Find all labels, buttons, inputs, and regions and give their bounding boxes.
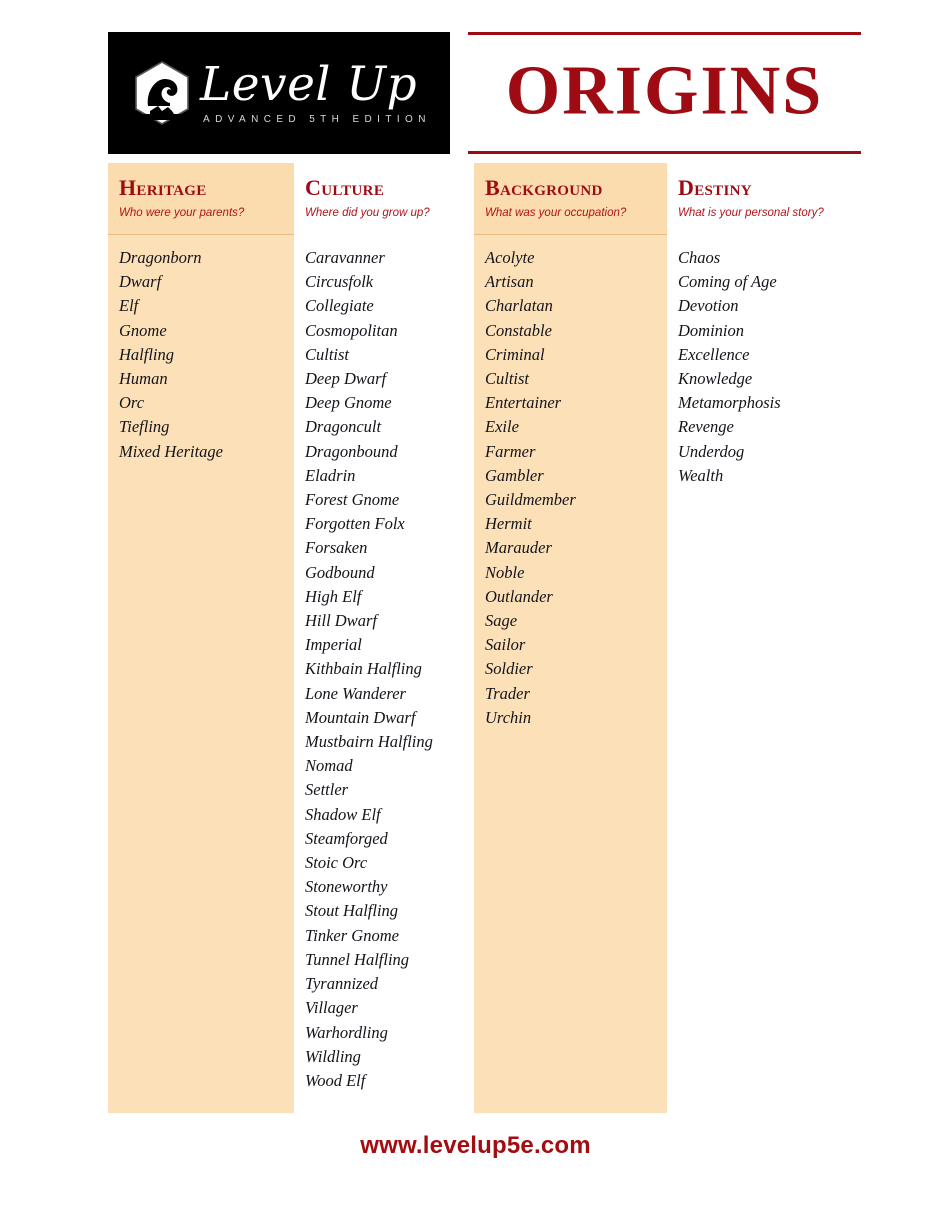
column-title: Background	[485, 175, 603, 200]
list-item[interactable]: Tyrannized	[305, 974, 379, 994]
list-item[interactable]: Mountain Dwarf	[305, 707, 416, 727]
list-item[interactable]: Coming of Age	[678, 272, 777, 292]
list-item[interactable]: Sailor	[485, 635, 526, 655]
column-header-destiny	[667, 163, 860, 235]
list-item[interactable]: Devotion	[678, 296, 739, 316]
list-item[interactable]: Sage	[485, 611, 518, 631]
list-item[interactable]: Acolyte	[485, 248, 535, 267]
list-item[interactable]: Revenge	[678, 417, 734, 437]
list-item[interactable]: Metamorphosis	[678, 393, 781, 413]
list-item[interactable]: Nomad	[305, 756, 353, 776]
list-item[interactable]: Wealth	[678, 465, 724, 485]
list-item[interactable]: Dominion	[678, 320, 744, 340]
list-item[interactable]: Gnome	[119, 320, 167, 340]
list-heritage	[108, 235, 294, 464]
column-subtitle: What is your personal story?	[678, 207, 824, 220]
logo-wordmark	[200, 56, 431, 126]
list-item[interactable]: Stoneworthy	[305, 877, 388, 897]
list-item[interactable]: Warhordling	[305, 1022, 388, 1042]
list-item[interactable]: Lone Wanderer	[305, 683, 406, 703]
list-item[interactable]: Settler	[305, 780, 349, 800]
list-item[interactable]: Hermit	[485, 514, 532, 534]
list-item[interactable]: Marauder	[485, 538, 552, 558]
list-item[interactable]: Criminal	[485, 344, 545, 364]
list-item[interactable]: Steamforged	[305, 828, 388, 848]
list-item[interactable]: Halfling	[119, 344, 175, 364]
list-item[interactable]: Elf	[119, 296, 139, 316]
column-subtitle: Who were your parents?	[119, 207, 245, 220]
website-url-link[interactable]: www.levelup5e.com	[360, 1132, 591, 1159]
list-item[interactable]: Villager	[305, 998, 358, 1018]
list-item[interactable]: Wood Elf	[305, 1070, 366, 1090]
column-title: Destiny	[678, 175, 752, 200]
list-item[interactable]: Dragonbound	[305, 441, 398, 461]
column-heritage	[108, 163, 294, 1113]
list-item[interactable]: Chaos	[678, 248, 721, 267]
levelup-logo	[108, 32, 450, 154]
list-item[interactable]: Dragonborn	[119, 248, 202, 267]
list-item[interactable]: Imperial	[305, 635, 362, 655]
list-item[interactable]: Entertainer	[485, 393, 562, 413]
origins-title-block	[468, 32, 861, 154]
list-item[interactable]: Circusfolk	[305, 272, 374, 292]
column-culture	[294, 163, 474, 1113]
list-item[interactable]: Gambler	[485, 465, 544, 485]
list-item[interactable]: Excellence	[678, 344, 750, 364]
list-item[interactable]: Human	[119, 369, 168, 389]
list-item[interactable]: Kithbain Halfling	[305, 659, 422, 679]
list-item[interactable]: Deep Gnome	[305, 393, 392, 413]
list-item[interactable]: Cultist	[305, 344, 350, 364]
dragon-hexagon-logo-icon	[128, 59, 196, 127]
list-item[interactable]: Urchin	[485, 707, 532, 727]
logo-tagline: ADVANCED 5TH EDITION	[203, 114, 431, 126]
page-header	[0, 0, 951, 160]
list-item[interactable]: Underdog	[678, 441, 745, 461]
list-item[interactable]: Caravanner	[305, 248, 385, 267]
list-item[interactable]: Tinker Gnome	[305, 925, 399, 945]
list-item[interactable]: Wildling	[305, 1046, 361, 1066]
list-item[interactable]: Cultist	[485, 369, 530, 389]
list-item[interactable]: Charlatan	[485, 296, 553, 316]
list-item[interactable]: Forsaken	[305, 538, 368, 558]
list-item[interactable]: Exile	[485, 417, 519, 437]
list-item[interactable]: Collegiate	[305, 296, 374, 316]
list-item[interactable]: Stoic Orc	[305, 853, 368, 873]
list-item[interactable]: Godbound	[305, 562, 375, 582]
column-header-background	[474, 163, 667, 235]
list-item[interactable]: Dragoncult	[305, 417, 382, 437]
column-background	[474, 163, 667, 1113]
list-item[interactable]: Cosmopolitan	[305, 320, 398, 340]
list-item[interactable]: Mixed Heritage	[119, 441, 224, 461]
list-item[interactable]: Artisan	[485, 272, 534, 292]
list-item[interactable]: Stout Halfling	[305, 901, 399, 921]
list-item[interactable]: Farmer	[485, 441, 536, 461]
list-item[interactable]: Guildmember	[485, 490, 576, 510]
list-item[interactable]: Constable	[485, 320, 552, 340]
list-item[interactable]: Noble	[485, 562, 525, 582]
list-item[interactable]: Eladrin	[305, 465, 356, 485]
list-item[interactable]: Outlander	[485, 586, 553, 606]
list-item[interactable]: Hill Dwarf	[305, 611, 377, 631]
column-header-culture	[294, 163, 474, 235]
column-title: Heritage	[119, 175, 207, 200]
list-item[interactable]: Orc	[119, 393, 145, 413]
column-header-heritage	[108, 163, 294, 235]
column-title: Culture	[305, 175, 385, 200]
list-background	[474, 235, 667, 730]
list-item[interactable]: Soldier	[485, 659, 533, 679]
list-item[interactable]: Trader	[485, 683, 530, 703]
list-item[interactable]: Forgotten Folx	[305, 514, 405, 534]
list-item[interactable]: Dwarf	[119, 272, 162, 292]
list-destiny	[667, 235, 860, 488]
list-item[interactable]: Knowledge	[678, 369, 753, 389]
list-item[interactable]: Tiefling	[119, 417, 170, 437]
title-rule-top	[468, 32, 861, 35]
title-rule-bottom	[468, 151, 861, 154]
list-item[interactable]: Shadow Elf	[305, 804, 381, 824]
list-culture	[294, 235, 474, 1093]
page-footer	[0, 1132, 951, 1160]
column-subtitle: Where did you grow up?	[305, 207, 430, 220]
list-item[interactable]: High Elf	[305, 586, 362, 606]
page-title: ORIGINS	[505, 52, 824, 130]
list-item[interactable]: Mustbairn Halfling	[305, 732, 433, 752]
logo-title: Level Up	[200, 56, 418, 112]
list-item[interactable]: Tunnel Halfling	[305, 949, 410, 969]
list-item[interactable]: Forest Gnome	[305, 490, 400, 510]
column-destiny	[667, 163, 860, 1113]
origins-columns	[0, 163, 951, 1115]
list-item[interactable]: Deep Dwarf	[305, 369, 387, 389]
column-subtitle: What was your occupation?	[485, 207, 627, 220]
